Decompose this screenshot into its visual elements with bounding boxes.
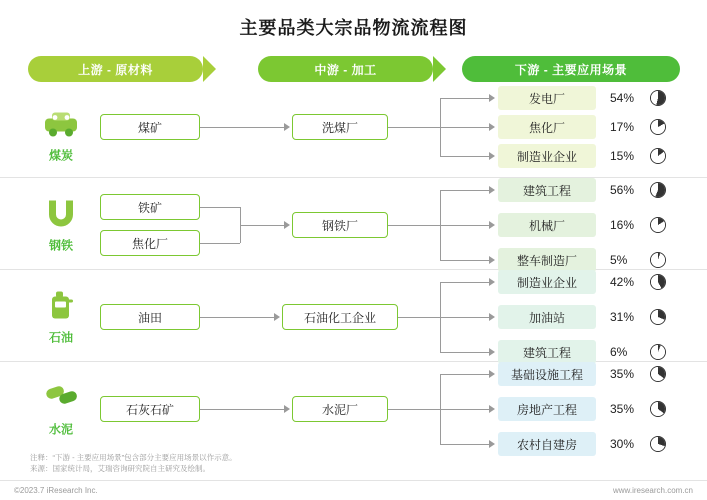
connector [440,98,490,99]
downstream-pct: 6% [610,345,628,359]
node-downstream: 农村自建房 [498,432,596,456]
footer-copyright: ©2023.7 iResearch Inc. [14,486,98,495]
donut-chart [650,90,666,106]
row-steel [0,178,707,270]
steel-icon [30,194,92,232]
stage-headers [0,56,707,82]
connector-arrow [489,221,495,229]
page-title: 主要品类大宗品物流流程图 [239,18,468,38]
connector [398,317,440,318]
connector [200,409,286,410]
category-label: 煤炭 [48,148,73,162]
connector-arrow [284,221,290,229]
connector [388,409,440,410]
coal-icon [30,104,92,142]
node-downstream: 机械厂 [498,213,596,237]
connector [440,317,490,318]
row-cement [0,362,707,454]
node-upstream: 油田 [100,304,200,330]
node-downstream: 加油站 [498,305,596,329]
connector-arrow [489,256,495,264]
downstream-pct: 30% [610,437,635,451]
connector-arrow [489,370,495,378]
connector-arrow [489,186,495,194]
category-label: 石油 [48,330,73,344]
node-downstream: 制造业企业 [498,270,596,294]
downstream-pct: 17% [610,120,635,134]
category-oil [30,286,92,345]
connector-arrow [489,94,495,102]
row-oil [0,270,707,362]
donut-chart [650,252,666,268]
node-downstream: 房地产工程 [498,397,596,421]
node-downstream: 整车制造厂 [498,248,596,272]
donut-chart [650,119,666,135]
donut-chart [650,366,666,382]
header-midstream: 中游 - 加工 [258,56,433,82]
downstream-pct: 31% [610,310,635,324]
connector [440,156,490,157]
donut-chart [650,182,666,198]
donut-chart [650,309,666,325]
node-downstream: 发电厂 [498,86,596,110]
connector-arrow [489,405,495,413]
connector-arrow [489,440,495,448]
header-downstream: 下游 - 主要应用场景 [462,56,680,82]
connector [440,127,490,128]
connector [440,409,490,410]
connector [200,127,286,128]
donut-chart [650,217,666,233]
connector-arrow [274,313,280,321]
connector-arrow [489,348,495,356]
connector-arrow [284,405,290,413]
node-midstream: 洗煤厂 [292,114,388,140]
footnote-1: 注释：“下游 - 主要应用场景”包含部分主要应用场景以作示意。 [30,452,237,462]
connector-arrow [489,123,495,131]
connector-arrow [489,152,495,160]
connector-arrow [284,123,290,131]
connector [440,225,490,226]
node-upstream: 煤矿 [100,114,200,140]
node-upstream: 焦化厂 [100,230,200,256]
donut-chart [650,436,666,452]
node-upstream: 石灰石矿 [100,396,200,422]
node-midstream: 钢铁厂 [292,212,388,238]
downstream-pct: 42% [610,275,635,289]
category-cement [30,379,92,438]
footnotes [30,452,237,475]
donut-chart [650,401,666,417]
category-label: 水泥 [48,422,73,437]
node-upstream: 铁矿 [100,194,200,220]
connector [440,282,490,283]
category-label: 钢铁 [48,238,73,252]
donut-chart [650,148,666,164]
donut-chart [650,344,666,360]
downstream-pct: 35% [610,367,635,381]
downstream-pct: 35% [610,402,635,416]
connector [440,374,490,375]
node-downstream: 基础设施工程 [498,362,596,386]
oil-icon [30,286,92,324]
connector [200,243,240,244]
connector-arrow [489,313,495,321]
row-coal [0,90,707,178]
header-upstream: 上游 - 原材料 [28,56,203,82]
node-downstream: 建筑工程 [498,340,596,364]
category-steel [30,194,92,253]
connector [440,190,490,191]
node-downstream: 焦化厂 [498,115,596,139]
downstream-pct: 54% [610,91,635,105]
connector [440,352,490,353]
connector [240,225,286,226]
node-downstream: 制造业企业 [498,144,596,168]
downstream-pct: 15% [610,149,635,163]
connector [440,260,490,261]
footer-bar [0,480,707,500]
cement-icon [30,379,92,417]
connector [388,225,440,226]
downstream-pct: 5% [610,253,628,267]
connector [200,317,276,318]
downstream-pct: 16% [610,218,635,232]
node-midstream: 水泥厂 [292,396,388,422]
footnote-2: 来源：国家统计局，艾瑞咨询研究院自主研究及绘制。 [30,463,210,473]
connector [440,444,490,445]
category-coal [30,104,92,163]
donut-chart [650,274,666,290]
connector [388,127,440,128]
connector [200,207,240,208]
footer-url: www.iresearch.com.cn [612,486,693,495]
node-midstream: 石油化工企业 [282,304,398,330]
node-downstream: 建筑工程 [498,178,596,202]
connector-arrow [489,278,495,286]
downstream-pct: 56% [610,183,635,197]
